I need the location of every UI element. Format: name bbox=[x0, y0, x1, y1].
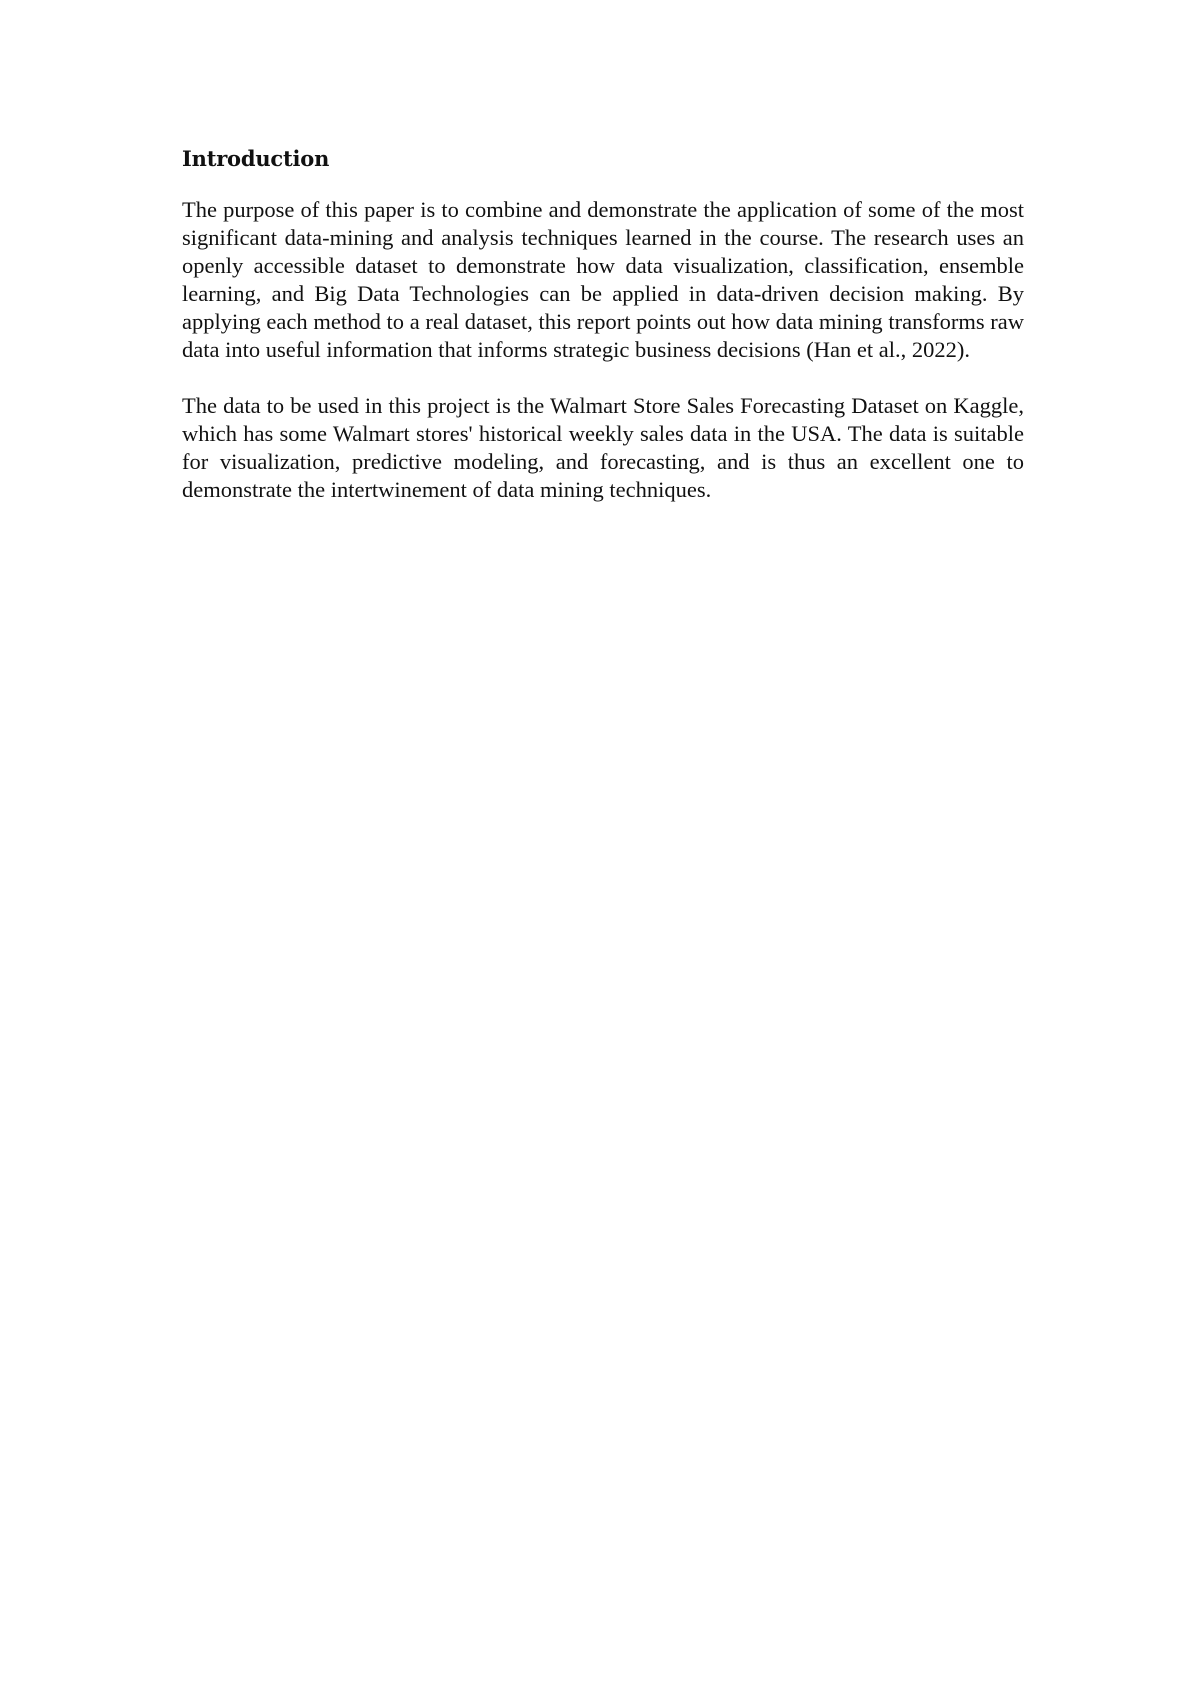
intro-paragraph-2: The data to be used in this project is the Walmart Store Sales Forecasting Dataset on Kaggle, which has some Walmart stores' historical weekly sales data in the USA. The data is suitable for visualization, predictive modeling, and forecasting, and is thus an excellent one to demonstrate the intertwinement of data mining techniques. bbox=[182, 393, 1024, 502]
document-body bbox=[182, 142, 1024, 532]
intro-paragraph-1: The purpose of this paper is to combine and demonstrate the application of some of the most significant data-mining and analysis techniques learned in the course. The research uses an openly accessible dataset to demonstrate how data visualization, classification, ensemble learning, and Big Data Technologies can be applied in data-driven decision making. By applying each method to a real dataset, this report points out how data mining transforms raw data into useful information that informs strategic business decisions (Han et al., 2022). bbox=[182, 197, 1024, 362]
section-heading: Introduction bbox=[182, 146, 330, 171]
